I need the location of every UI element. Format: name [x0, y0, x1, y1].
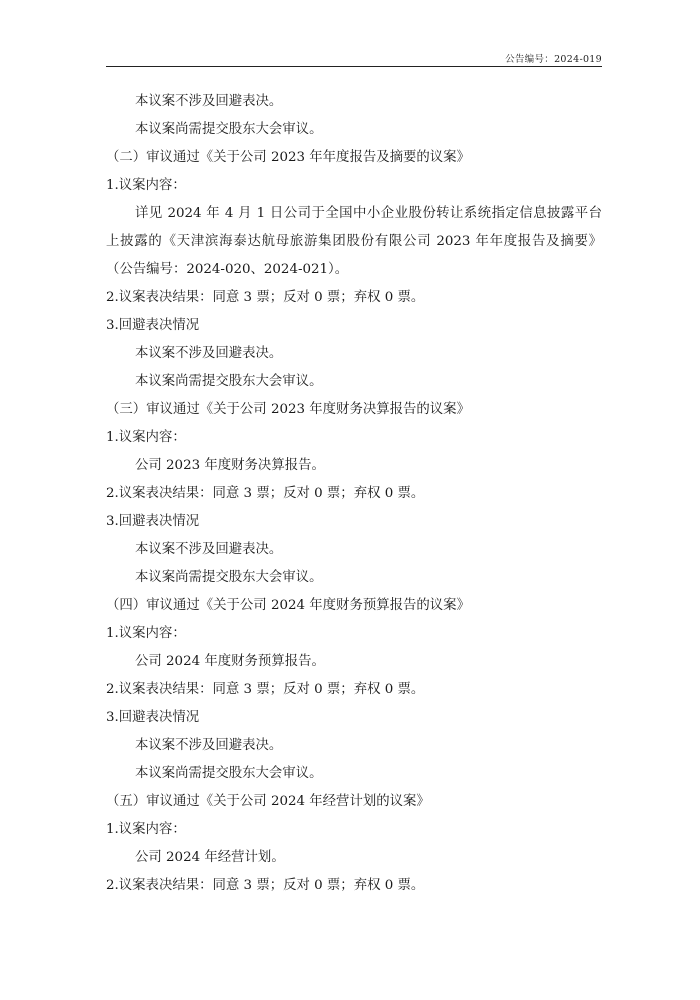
section-heading: （五）审议通过《关于公司 2024 年经营计划的议案》 — [106, 794, 430, 809]
paragraph-line: 公司 2024 年经营计划。 — [135, 850, 285, 865]
vote-result: 2.议案表决结果：同意 3 票；反对 0 票；弃权 0 票。 — [106, 682, 425, 697]
item-label: 3.回避表决情况 — [106, 514, 200, 529]
vote-result: 2.议案表决结果：同意 3 票；反对 0 票；弃权 0 票。 — [106, 486, 425, 501]
item-label: 1.议案内容： — [106, 626, 186, 641]
paragraph-line: 本议案不涉及回避表决。 — [135, 738, 283, 753]
document-body — [106, 88, 602, 900]
paragraph-line: 公司 2023 年度财务决算报告。 — [135, 458, 325, 473]
paragraph-line: （公告编号：2024-020、2024-021）。 — [106, 262, 349, 277]
paragraph-line: 本议案不涉及回避表决。 — [135, 94, 283, 109]
vote-result: 2.议案表决结果：同意 3 票；反对 0 票；弃权 0 票。 — [106, 878, 425, 893]
paragraph-line: 本议案不涉及回避表决。 — [135, 346, 283, 361]
section-heading: （三）审议通过《关于公司 2023 年度财务决算报告的议案》 — [106, 402, 470, 417]
item-label: 1.议案内容： — [106, 178, 186, 193]
paragraph-line: 本议案尚需提交股东大会审议。 — [135, 374, 323, 389]
notice-number: 公告编号：2024-019 — [505, 54, 602, 65]
paragraph-line: 本议案尚需提交股东大会审议。 — [135, 766, 323, 781]
section-heading: （四）审议通过《关于公司 2024 年度财务预算报告的议案》 — [106, 598, 470, 613]
item-label: 1.议案内容： — [106, 430, 186, 445]
paragraph-line: 上披露的《天津滨海泰达航母旅游集团股份有限公司 2023 年年度报告及摘要》 — [106, 234, 602, 249]
paragraph-line: 公司 2024 年度财务预算报告。 — [135, 654, 325, 669]
item-label: 3.回避表决情况 — [106, 318, 200, 333]
paragraph-line: 本议案尚需提交股东大会审议。 — [135, 570, 323, 585]
item-label: 1.议案内容： — [106, 822, 186, 837]
paragraph-line: 详见 2024 年 4 月 1 日公司于全国中小企业股份转让系统指定信息披露平台 — [135, 206, 602, 221]
paragraph-line: 本议案尚需提交股东大会审议。 — [135, 122, 323, 137]
item-label: 3.回避表决情况 — [106, 710, 200, 725]
paragraph-line: 本议案不涉及回避表决。 — [135, 542, 283, 557]
section-heading: （二）审议通过《关于公司 2023 年年度报告及摘要的议案》 — [106, 150, 470, 165]
vote-result: 2.议案表决结果：同意 3 票；反对 0 票；弃权 0 票。 — [106, 290, 425, 305]
header-divider — [106, 66, 602, 67]
